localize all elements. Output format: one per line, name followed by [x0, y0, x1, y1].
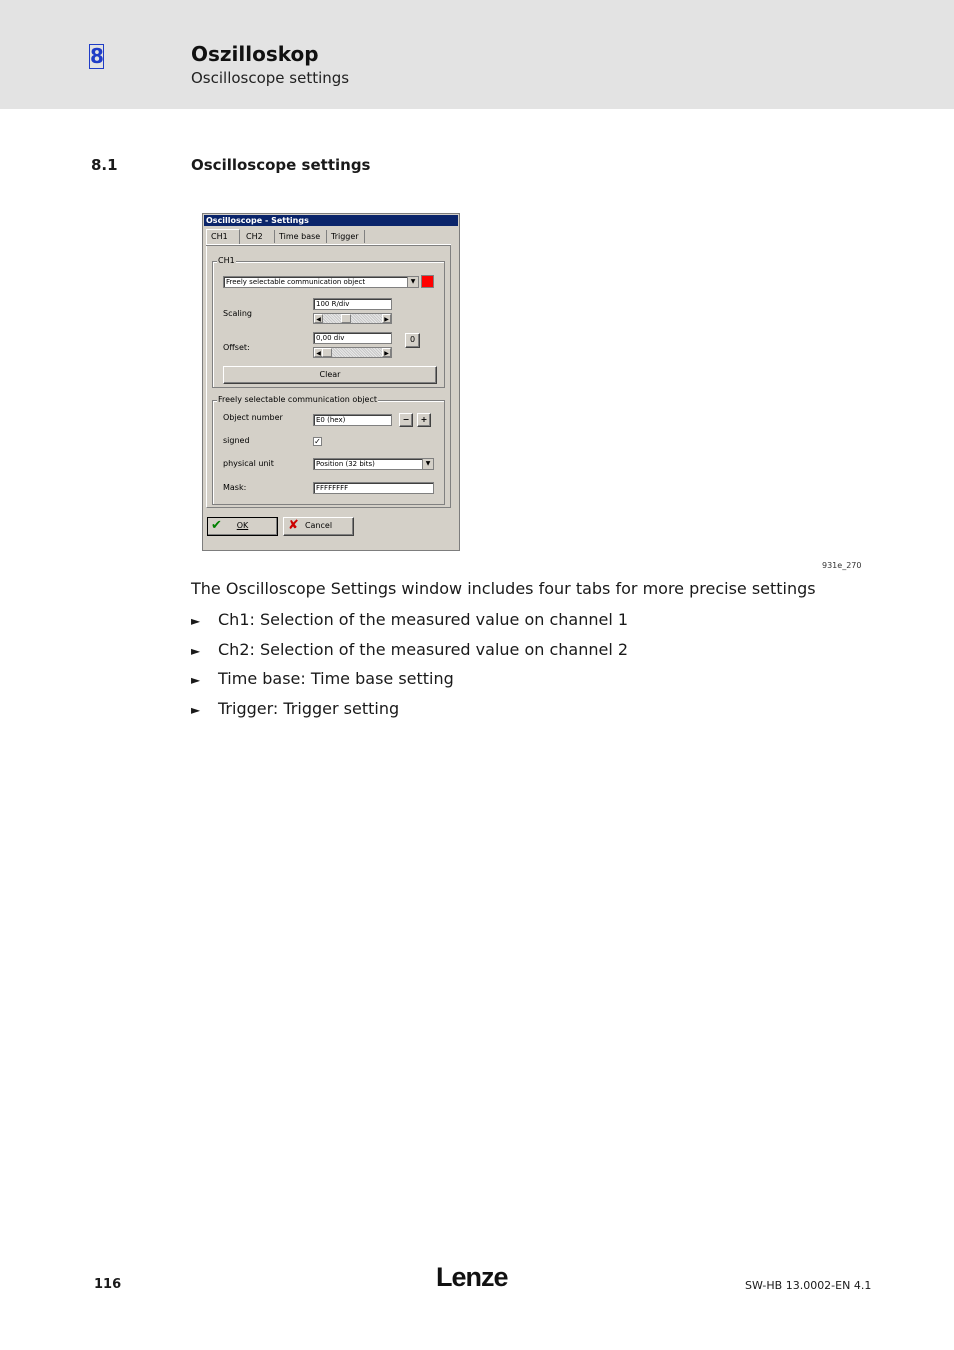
list-item-text: Ch1: Selection of the measured value on channel 1 — [218, 610, 629, 629]
arrow-left-icon[interactable]: ◀ — [314, 314, 323, 323]
scaling-label: Scaling — [223, 309, 252, 318]
triangle-bullet-icon: ► — [191, 643, 201, 658]
ch1-group — [212, 256, 445, 388]
triangle-bullet-icon: ► — [191, 614, 201, 628]
signed-label: signed — [223, 436, 250, 445]
chevron-down-icon[interactable]: ▼ — [407, 277, 418, 287]
physical-unit-select[interactable] — [313, 458, 434, 470]
comm-object-group-label: Freely selectable communication object — [218, 395, 377, 404]
oscilloscope-settings-dialog — [202, 213, 460, 551]
arrow-right-icon[interactable]: ▶ — [382, 314, 391, 323]
list-item-text: Trigger: Trigger setting — [218, 699, 400, 719]
mask-field[interactable]: FFFFFFFF — [313, 482, 434, 494]
section-number: 8.1 — [91, 156, 118, 174]
trace-color-swatch[interactable] — [421, 275, 434, 288]
tab-time-base[interactable]: Time base — [275, 230, 327, 243]
scaling-field[interactable]: 100 R/div — [313, 298, 392, 310]
physical-unit-value: Position (32 bits) — [316, 460, 375, 468]
offset-field[interactable]: 0,00 div — [313, 332, 392, 344]
minus-button[interactable]: − — [399, 413, 413, 427]
list-item — [191, 698, 628, 728]
physical-unit-label: physical unit — [223, 459, 274, 468]
bullet-list — [191, 609, 628, 728]
clear-button[interactable]: Clear — [223, 366, 437, 384]
close-icon: ✘ — [288, 518, 299, 533]
chevron-down-icon[interactable]: ▼ — [422, 459, 433, 469]
intro-paragraph: The Oscilloscope Settings window includes four tabs for more precise settings — [191, 579, 816, 598]
offset-label: Offset: — [223, 343, 250, 352]
dialog-title-bar: Oscilloscope - Settings — [204, 215, 458, 226]
offset-slider[interactable] — [313, 347, 392, 358]
offset-zero-button[interactable]: 0 — [405, 333, 420, 348]
checkmark-icon: ✔ — [211, 518, 222, 533]
lenze-logo: Lenze — [436, 1262, 508, 1292]
list-item-text: Time base: Time base setting — [218, 669, 454, 689]
page-number: 116 — [94, 1277, 122, 1292]
offset-slider-thumb[interactable] — [322, 348, 332, 357]
ok-button[interactable] — [207, 517, 278, 536]
list-item-text: Ch2: Selection of the measured value on channel 2 — [218, 639, 629, 659]
ch1-group-label: CH1 — [218, 256, 235, 265]
scaling-slider[interactable] — [313, 313, 392, 324]
source-select[interactable] — [223, 276, 419, 288]
comm-object-group — [212, 395, 445, 505]
triangle-bullet-icon: ► — [191, 703, 201, 718]
cancel-button[interactable] — [283, 517, 354, 536]
section-title: Oscilloscope settings — [191, 156, 371, 174]
arrow-right-icon[interactable]: ▶ — [382, 348, 391, 357]
triangle-bullet-icon: ► — [191, 673, 201, 688]
tab-trigger[interactable]: Trigger — [327, 230, 365, 243]
source-select-value: Freely selectable communication object — [226, 278, 366, 286]
plus-button[interactable]: + — [417, 413, 431, 427]
tab-panel-ch1 — [206, 246, 451, 508]
figure-code: 931e_270 — [822, 561, 862, 570]
scaling-slider-thumb[interactable] — [341, 314, 351, 323]
tab-ch1[interactable]: CH1 — [206, 229, 240, 244]
ok-button-label: OK — [236, 521, 249, 530]
chapter-subtitle: Oscilloscope settings — [191, 69, 350, 87]
object-number-label: Object number — [223, 413, 283, 422]
arrow-left-icon[interactable]: ◀ — [314, 348, 323, 357]
chapter-number: 8 — [90, 44, 104, 68]
list-item — [191, 609, 628, 639]
chapter-title: Oszilloskop — [191, 42, 319, 66]
page-header — [0, 0, 954, 109]
list-item — [191, 668, 628, 698]
document-id: SW-HB 13.0002-EN 4.1 — [745, 1279, 872, 1292]
tab-ch2[interactable]: CH2 — [242, 230, 275, 243]
mask-label: Mask: — [223, 483, 247, 492]
cancel-button-label: Cancel — [304, 521, 333, 530]
signed-checkbox[interactable]: ✓ — [314, 437, 321, 446]
list-item — [191, 639, 628, 669]
object-number-field[interactable]: E0 (hex) — [313, 414, 392, 426]
